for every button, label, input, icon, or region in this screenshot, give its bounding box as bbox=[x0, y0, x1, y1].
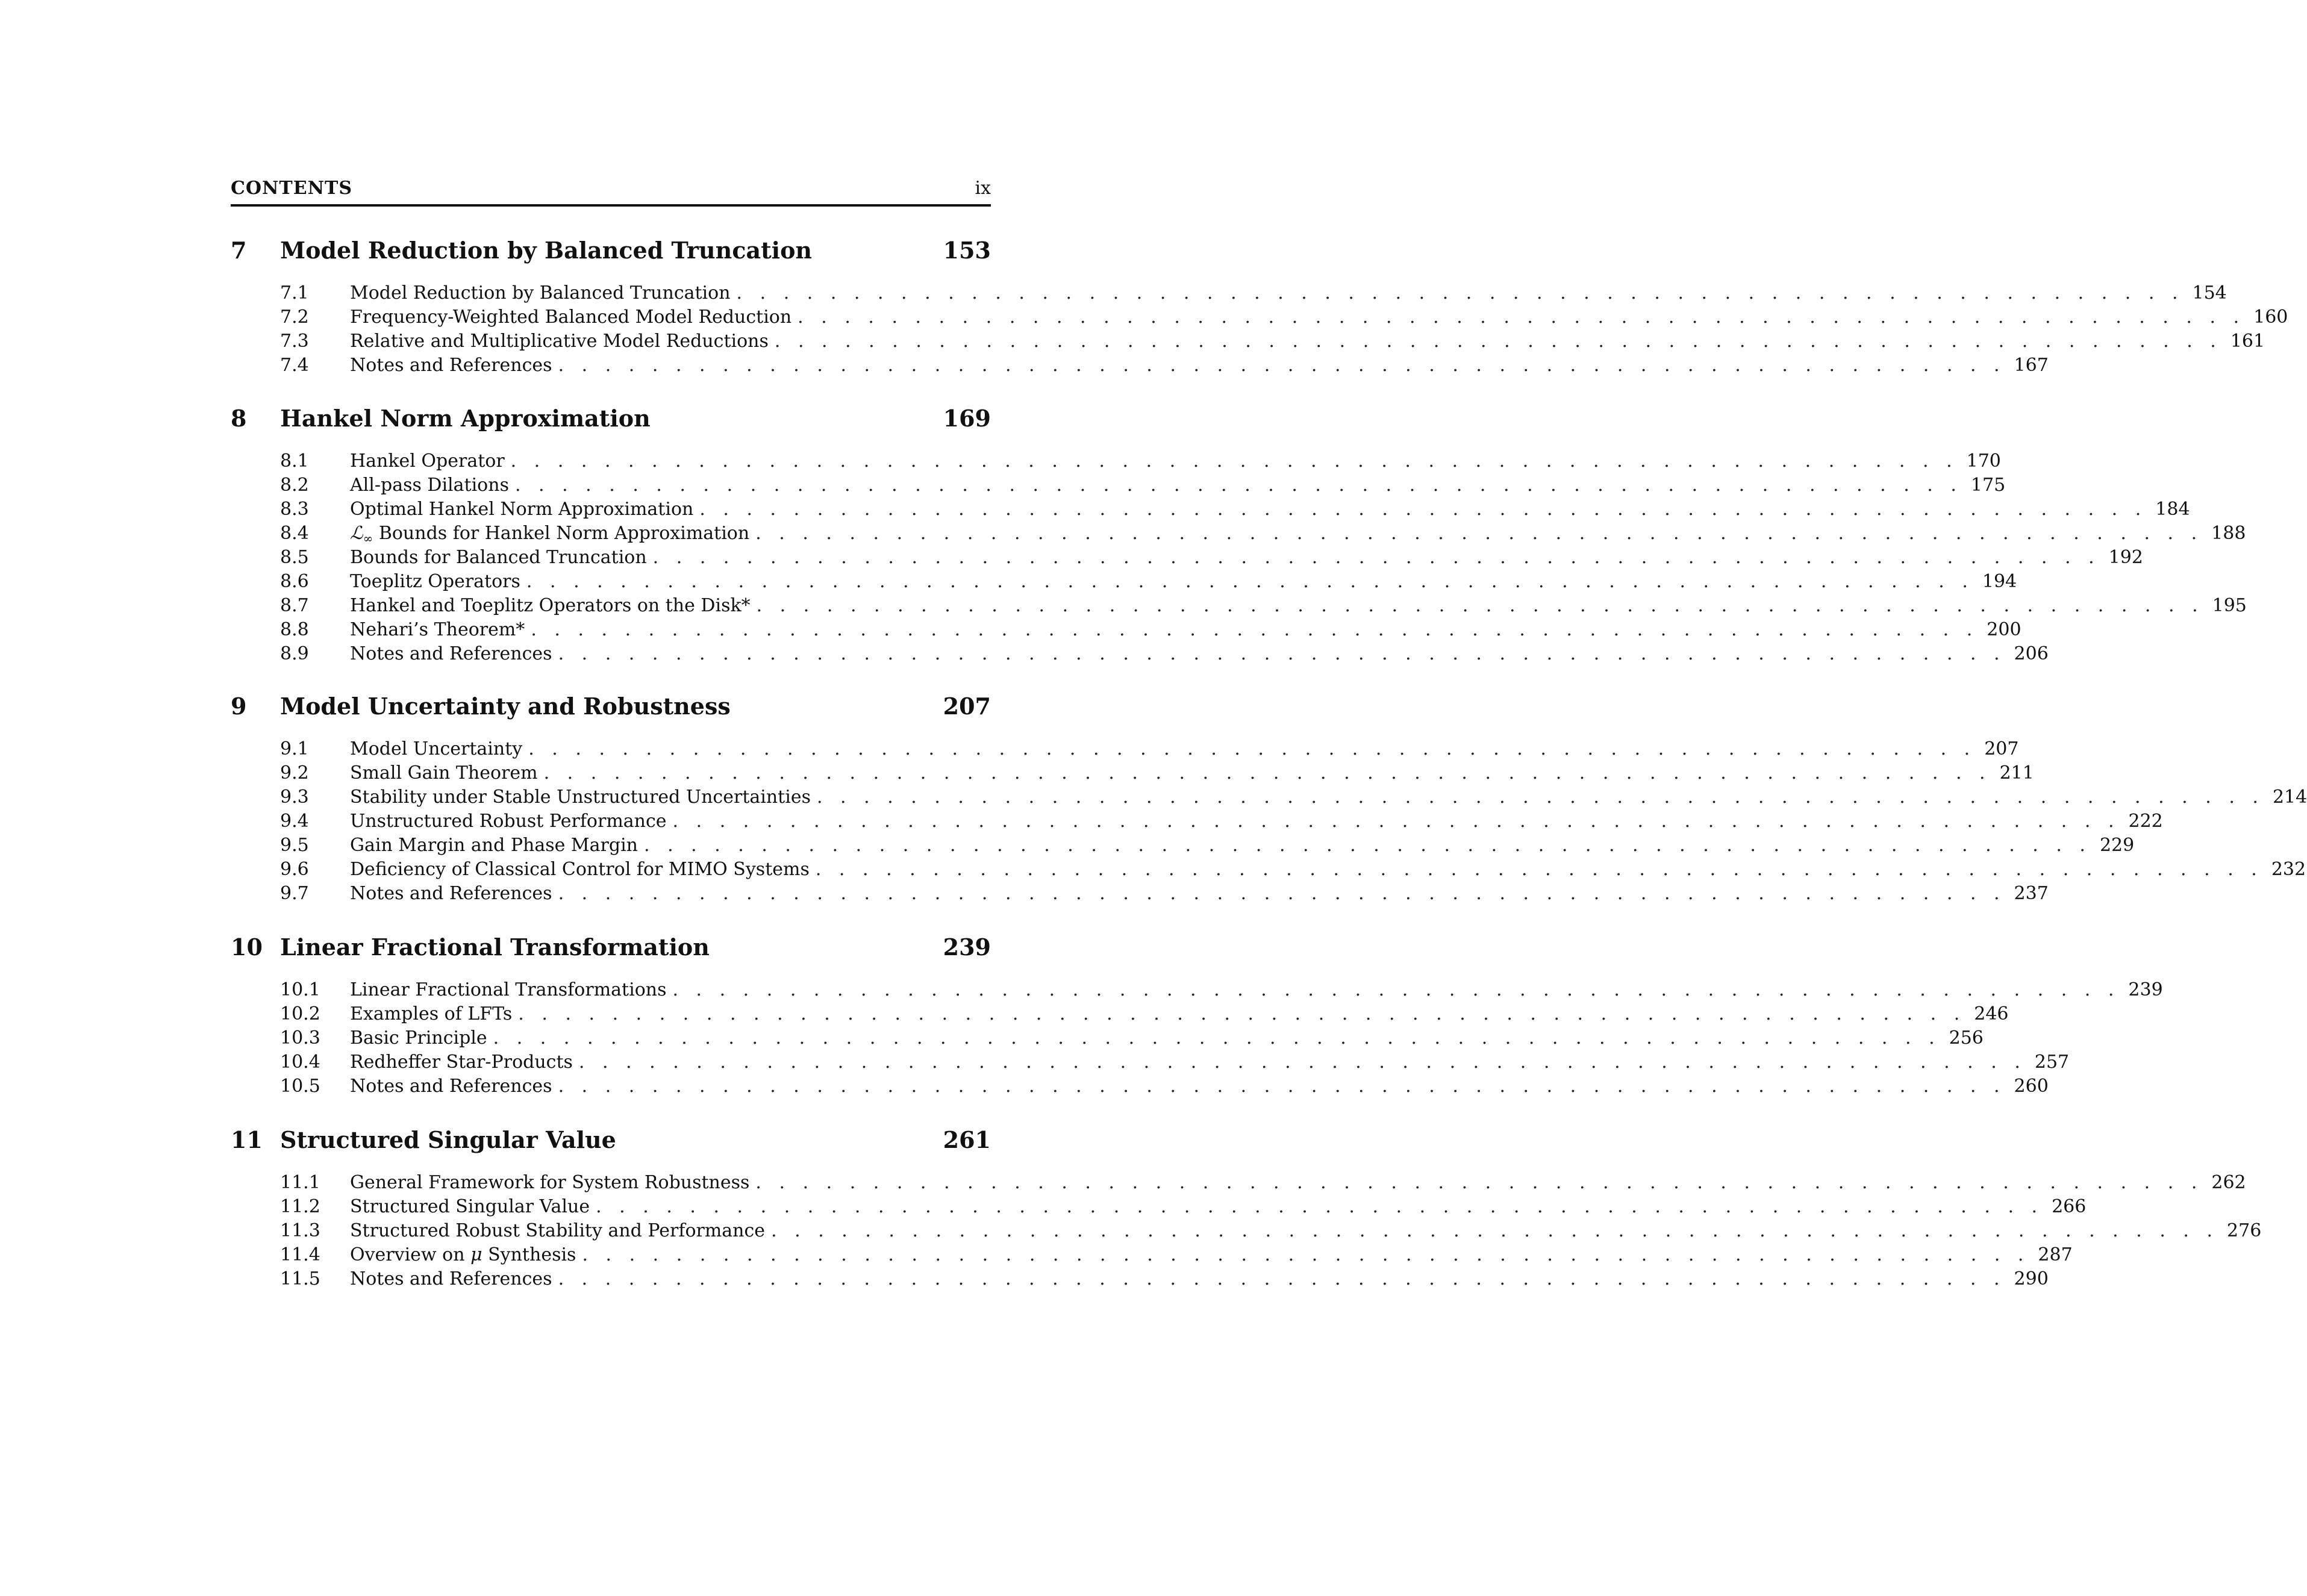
chapter-7 bbox=[231, 237, 2288, 378]
chapter-page-number: 207 bbox=[943, 693, 991, 720]
section-line bbox=[350, 1026, 1984, 1050]
section-number: 11.1 bbox=[280, 1172, 320, 1193]
section-line bbox=[350, 570, 2017, 594]
section-title-text: Hankel and Toeplitz Operators on the Disk* bbox=[350, 595, 751, 616]
section-title-text: Notes and References bbox=[350, 1076, 552, 1097]
toc-entry bbox=[231, 834, 2135, 858]
toc-entry bbox=[231, 882, 2049, 906]
section-page-number: 192 bbox=[2108, 547, 2143, 568]
section-line bbox=[350, 1195, 2087, 1219]
section-title bbox=[350, 1171, 749, 1195]
section-line bbox=[350, 473, 2006, 497]
section-title bbox=[350, 281, 731, 305]
section-number: 11.2 bbox=[280, 1196, 320, 1217]
section-line bbox=[350, 882, 2049, 906]
section-title-text: Gain Margin and Phase Margin bbox=[350, 835, 638, 856]
toc-entry bbox=[231, 737, 2019, 761]
section-number: 8.1 bbox=[280, 450, 309, 472]
chapter-heading bbox=[231, 1126, 991, 1164]
section-title-text: Bounds for Hankel Norm Approximation bbox=[378, 523, 750, 544]
section-title-text: Notes and References bbox=[350, 1268, 552, 1289]
section-line bbox=[350, 1267, 2049, 1291]
section-title bbox=[350, 618, 525, 642]
section-list bbox=[231, 978, 2163, 1099]
section-title bbox=[350, 1026, 487, 1050]
dot-leader: . . . . . . . . . . . . . . . . . . . . . . . . . . . . . . . . . . . . . . . . . . . . . . . . . . . . . . . . . . . . . . bbox=[798, 307, 2246, 328]
section-title-text: Model Uncertainty bbox=[350, 738, 523, 759]
section-title-text: Small Gain Theorem bbox=[350, 762, 538, 784]
dot-leader: . . . . . . . . . . . . . . . . . . . . . . . . . . . . . . . . . . . . . . . . . . . . . . . . . . . . . . . . . . . . . . bbox=[514, 475, 1962, 496]
section-page-number: 239 bbox=[2128, 979, 2163, 1000]
toc-entry bbox=[231, 546, 2143, 570]
section-title bbox=[350, 1002, 512, 1026]
section-title-text: Notes and References bbox=[350, 355, 552, 376]
section-number: 9.1 bbox=[280, 738, 309, 759]
math-symbol: ℒ bbox=[350, 523, 363, 544]
section-title bbox=[350, 1243, 576, 1267]
toc-entry bbox=[231, 1050, 2070, 1074]
section-title-text: Structured Singular Value bbox=[350, 1196, 590, 1217]
dot-leader: . . . . . . . . . . . . . . . . . . . . . . . . . . . . . . . . . . . . . . . . . . . . . . . . . . . . . . . . . . . . . . bbox=[582, 1244, 2030, 1265]
section-line bbox=[350, 449, 2001, 473]
chapter-title: Model Uncertainty and Robustness bbox=[280, 693, 731, 720]
section-title-text: Notes and References bbox=[350, 883, 552, 904]
section-page-number: 232 bbox=[2271, 859, 2306, 880]
section-title-text: Redheffer Star-Products bbox=[350, 1052, 573, 1073]
section-page-number: 154 bbox=[2192, 282, 2227, 304]
section-title-text: Model Reduction by Balanced Truncation bbox=[350, 282, 731, 304]
dot-leader: . . . . . . . . . . . . . . . . . . . . . . . . . . . . . . . . . . . . . . . . . . . . . . . . . . . . . . . . . . . . . . bbox=[672, 979, 2120, 1000]
chapter-heading bbox=[231, 693, 991, 730]
section-page-number: 229 bbox=[2099, 835, 2135, 856]
dot-leader: . . . . . . . . . . . . . . . . . . . . . . . . . . . . . . . . . . . . . . . . . . . . . . . . . . . . . . . . . . . . . . bbox=[510, 450, 1958, 472]
section-list bbox=[231, 281, 2288, 378]
section-title-text: All-pass Dilations bbox=[350, 475, 509, 496]
dot-leader: . . . . . . . . . . . . . . . . . . . . . . . . . . . . . . . . . . . . . . . . . . . . . . . . . . . . . . . . . . . . . . bbox=[558, 1076, 2006, 1097]
section-title-text: Unstructured Robust Performance bbox=[350, 811, 667, 832]
section-title bbox=[350, 737, 522, 761]
section-title bbox=[350, 1050, 573, 1074]
toc-entry bbox=[231, 1026, 1984, 1050]
section-page-number: 256 bbox=[1949, 1027, 1984, 1049]
math-subscript: ∞ bbox=[363, 531, 373, 546]
toc-entry bbox=[231, 1171, 2246, 1195]
toc-entry bbox=[231, 1002, 2009, 1026]
chapter-number: 8 bbox=[231, 405, 247, 432]
section-line bbox=[350, 761, 2034, 785]
section-number: 10.5 bbox=[280, 1076, 320, 1097]
section-number: 11.5 bbox=[280, 1268, 320, 1289]
section-number: 9.7 bbox=[280, 883, 309, 904]
section-page-number: 290 bbox=[2014, 1268, 2049, 1289]
chapter-page-number: 261 bbox=[943, 1126, 991, 1153]
section-number: 9.2 bbox=[280, 762, 309, 784]
page-number: ix bbox=[975, 178, 991, 199]
section-number: 8.2 bbox=[280, 475, 309, 496]
toc-entry bbox=[231, 1074, 2049, 1099]
dot-leader: . . . . . . . . . . . . . . . . . . . . . . . . . . . . . . . . . . . . . . . . . . . . . . . . . . . . . . . . . . . . . . bbox=[578, 1052, 2026, 1073]
section-page-number: 266 bbox=[2052, 1196, 2087, 1217]
section-page-number: 161 bbox=[2230, 331, 2265, 352]
section-page-number: 175 bbox=[1970, 475, 2006, 496]
section-number: 10.2 bbox=[280, 1003, 320, 1024]
chapter-number: 9 bbox=[231, 693, 247, 720]
section-number: 8.4 bbox=[280, 523, 309, 544]
dot-leader: . . . . . . . . . . . . . . . . . . . . . . . . . . . . . . . . . . . . . . . . . . . . . . . . . . . . . . . . . . . . . . bbox=[558, 1268, 2006, 1289]
section-title-prefix: Overview on bbox=[350, 1244, 471, 1265]
dot-leader: . . . . . . . . . . . . . . . . . . . . . . . . . . . . . . . . . . . . . . . . . . . . . . . . . . . . . . . . . . . . . . bbox=[755, 523, 2203, 544]
chapter-page-number: 153 bbox=[943, 237, 991, 264]
dot-leader: . . . . . . . . . . . . . . . . . . . . . . . . . . . . . . . . . . . . . . . . . . . . . . . . . . . . . . . . . . . . . . bbox=[774, 331, 2222, 352]
dot-leader: . . . . . . . . . . . . . . . . . . . . . . . . . . . . . . . . . . . . . . . . . . . . . . . . . . . . . . . . . . . . . . bbox=[596, 1196, 2044, 1217]
section-number: 10.4 bbox=[280, 1052, 320, 1073]
toc-entry bbox=[231, 570, 2017, 594]
section-title-text: Relative and Multiplicative Model Reductions bbox=[350, 331, 769, 352]
section-page-number: 222 bbox=[2128, 811, 2163, 832]
section-title-text: Frequency-Weighted Balanced Model Reduction bbox=[350, 307, 792, 328]
toc-entry bbox=[231, 473, 2006, 497]
section-page-number: 184 bbox=[2155, 499, 2190, 520]
section-page-number: 237 bbox=[2014, 883, 2049, 904]
section-title bbox=[350, 858, 810, 882]
section-line bbox=[350, 594, 2247, 618]
dot-leader: . . . . . . . . . . . . . . . . . . . . . . . . . . . . . . . . . . . . . . . . . . . . . . . . . . . . . . . . . . . . . . bbox=[815, 859, 2263, 880]
dot-leader: . . . . . . . . . . . . . . . . . . . . . . . . . . . . . . . . . . . . . . . . . . . . . . . . . . . . . . . . . . . . . . bbox=[816, 787, 2264, 808]
section-page-number: 287 bbox=[2038, 1244, 2073, 1265]
section-number: 11.4 bbox=[280, 1244, 320, 1265]
toc-entry bbox=[231, 354, 2049, 378]
section-title-text: Nehari’s Theorem* bbox=[350, 619, 525, 640]
chapter-title: Hankel Norm Approximation bbox=[280, 405, 651, 432]
toc-entry bbox=[231, 305, 2288, 329]
section-line bbox=[350, 1219, 2262, 1243]
dot-leader: . . . . . . . . . . . . . . . . . . . . . . . . . . . . . . . . . . . . . . . . . . . . . . . . . . . . . . . . . . . . . . bbox=[531, 619, 1979, 640]
toc-entry bbox=[231, 785, 2307, 809]
toc-entry bbox=[231, 1243, 2073, 1267]
section-number: 8.6 bbox=[280, 571, 309, 592]
dot-leader: . . . . . . . . . . . . . . . . . . . . . . . . . . . . . . . . . . . . . . . . . . . . . . . . . . . . . . . . . . . . . . bbox=[518, 1003, 1966, 1024]
section-number: 10.3 bbox=[280, 1027, 320, 1049]
chapter-title: Model Reduction by Balanced Truncation bbox=[280, 237, 813, 264]
section-number: 11.3 bbox=[280, 1220, 320, 1241]
section-number: 9.3 bbox=[280, 787, 309, 808]
section-page-number: 246 bbox=[1974, 1003, 2009, 1024]
section-number: 8.3 bbox=[280, 499, 309, 520]
section-line bbox=[350, 618, 2021, 642]
section-title bbox=[350, 1195, 590, 1219]
section-line bbox=[350, 1002, 2009, 1026]
chapter-heading bbox=[231, 405, 991, 442]
toc-entry bbox=[231, 497, 2190, 522]
section-page-number: 195 bbox=[2212, 595, 2247, 616]
section-line bbox=[350, 305, 2288, 329]
chapter-page-number: 169 bbox=[943, 405, 991, 432]
section-title bbox=[350, 809, 667, 834]
section-title-text: Toeplitz Operators bbox=[350, 571, 520, 592]
section-title bbox=[350, 449, 505, 473]
toc-entry bbox=[231, 1219, 2262, 1243]
section-line bbox=[350, 858, 2306, 882]
section-title bbox=[350, 785, 811, 809]
toc-entry bbox=[231, 281, 2227, 305]
section-line bbox=[350, 1050, 2070, 1074]
section-line bbox=[350, 642, 2049, 666]
section-title bbox=[350, 642, 552, 666]
section-page-number: 170 bbox=[1966, 450, 2001, 472]
section-line bbox=[350, 834, 2135, 858]
section-title-text: Optimal Hankel Norm Approximation bbox=[350, 499, 694, 520]
toc-entry bbox=[231, 642, 2049, 666]
section-list bbox=[231, 737, 2307, 906]
section-page-number: 211 bbox=[1999, 762, 2034, 784]
dot-leader: . . . . . . . . . . . . . . . . . . . . . . . . . . . . . . . . . . . . . . . . . . . . . . . . . . . . . . . . . . . . . . bbox=[755, 1172, 2203, 1193]
section-title bbox=[350, 497, 693, 522]
section-title-text: Structured Robust Stability and Performance bbox=[350, 1220, 766, 1241]
dot-leader: . . . . . . . . . . . . . . . . . . . . . . . . . . . . . . . . . . . . . . . . . . . . . . . . . . . . . . . . . . . . . . bbox=[543, 762, 1991, 784]
toc-entry bbox=[231, 858, 2306, 882]
section-page-number: 188 bbox=[2211, 523, 2246, 544]
section-title-text: Synthesis bbox=[482, 1244, 576, 1265]
section-number: 7.2 bbox=[280, 307, 309, 328]
toc-entry bbox=[231, 761, 2034, 785]
running-head: CONTENTS bbox=[231, 178, 353, 199]
dot-leader: . . . . . . . . . . . . . . . . . . . . . . . . . . . . . . . . . . . . . . . . . . . . . . . . . . . . . . . . . . . . . . bbox=[699, 499, 2147, 520]
toc-entry bbox=[231, 809, 2163, 834]
toc-entry bbox=[231, 1195, 2087, 1219]
section-title-text: Hankel Operator bbox=[350, 450, 505, 472]
section-page-number: 260 bbox=[2014, 1076, 2049, 1097]
section-number: 7.4 bbox=[280, 355, 309, 376]
dot-leader: . . . . . . . . . . . . . . . . . . . . . . . . . . . . . . . . . . . . . . . . . . . . . . . . . . . . . . . . . . . . . . bbox=[558, 883, 2006, 904]
section-line bbox=[350, 785, 2307, 809]
toc-entry bbox=[231, 1267, 2049, 1291]
toc-entry bbox=[231, 618, 2021, 642]
chapter-heading bbox=[231, 237, 991, 274]
section-line bbox=[350, 1243, 2073, 1267]
section-number: 10.1 bbox=[280, 979, 320, 1000]
section-title-text: Stability under Stable Unstructured Uncertainties bbox=[350, 787, 811, 808]
chapter-8 bbox=[231, 405, 2247, 666]
section-title bbox=[350, 761, 538, 785]
section-line bbox=[350, 281, 2227, 305]
section-page-number: 214 bbox=[2272, 787, 2307, 808]
section-line bbox=[350, 809, 2163, 834]
section-line bbox=[350, 546, 2143, 570]
dot-leader: . . . . . . . . . . . . . . . . . . . . . . . . . . . . . . . . . . . . . . . . . . . . . . . . . . . . . . . . . . . . . . bbox=[644, 835, 2091, 856]
section-page-number: 257 bbox=[2034, 1052, 2070, 1073]
chapter-9 bbox=[231, 693, 2307, 906]
chapter-title: Linear Fractional Transformation bbox=[280, 934, 710, 961]
section-number: 9.4 bbox=[280, 811, 309, 832]
section-title bbox=[350, 1074, 552, 1099]
dot-leader: . . . . . . . . . . . . . . . . . . . . . . . . . . . . . . . . . . . . . . . . . . . . . . . . . . . . . . . . . . . . . . bbox=[652, 547, 2100, 568]
section-line bbox=[350, 497, 2190, 522]
dot-leader: . . . . . . . . . . . . . . . . . . . . . . . . . . . . . . . . . . . . . . . . . . . . . . . . . . . . . . . . . . . . . . bbox=[558, 355, 2006, 376]
section-title bbox=[350, 978, 666, 1002]
section-title bbox=[350, 305, 791, 329]
chapter-page-number: 239 bbox=[943, 934, 991, 961]
chapter-11 bbox=[231, 1126, 2262, 1291]
chapter-title: Structured Singular Value bbox=[280, 1126, 616, 1153]
math-symbol: μ bbox=[470, 1244, 482, 1265]
section-number: 7.3 bbox=[280, 331, 309, 352]
section-title bbox=[350, 594, 751, 618]
chapter-number: 11 bbox=[231, 1126, 263, 1153]
section-title bbox=[350, 1267, 552, 1291]
dot-leader: . . . . . . . . . . . . . . . . . . . . . . . . . . . . . . . . . . . . . . . . . . . . . . . . . . . . . . . . . . . . . . bbox=[672, 811, 2120, 832]
section-title bbox=[350, 354, 552, 378]
page-header bbox=[231, 178, 991, 207]
section-line bbox=[350, 1074, 2049, 1099]
section-page-number: 167 bbox=[2014, 355, 2049, 376]
section-title-text: Examples of LFTs bbox=[350, 1003, 513, 1024]
section-title bbox=[350, 1219, 765, 1243]
section-list bbox=[231, 449, 2247, 666]
chapter-10 bbox=[231, 934, 2163, 1099]
dot-leader: . . . . . . . . . . . . . . . . . . . . . . . . . . . . . . . . . . . . . . . . . . . . . . . . . . . . . . . . . . . . . . bbox=[558, 643, 2006, 664]
dot-leader: . . . . . . . . . . . . . . . . . . . . . . . . . . . . . . . . . . . . . . . . . . . . . . . . . . . . . . . . . . . . . . bbox=[528, 738, 1976, 759]
dot-leader: . . . . . . . . . . . . . . . . . . . . . . . . . . . . . . . . . . . . . . . . . . . . . . . . . . . . . . . . . . . . . . bbox=[736, 282, 2184, 304]
chapter-number: 10 bbox=[231, 934, 263, 961]
section-number: 7.1 bbox=[280, 282, 309, 304]
section-number: 9.6 bbox=[280, 859, 309, 880]
section-page-number: 200 bbox=[1987, 619, 2021, 640]
section-page-number: 206 bbox=[2014, 643, 2049, 664]
dot-leader: . . . . . . . . . . . . . . . . . . . . . . . . . . . . . . . . . . . . . . . . . . . . . . . . . . . . . . . . . . . . . . bbox=[526, 571, 1974, 592]
toc-entry bbox=[231, 522, 2246, 546]
section-title bbox=[350, 546, 647, 570]
dot-leader: . . . . . . . . . . . . . . . . . . . . . . . . . . . . . . . . . . . . . . . . . . . . . . . . . . . . . . . . . . . . . . bbox=[771, 1220, 2219, 1241]
chapter-number: 7 bbox=[231, 237, 247, 264]
section-title-text: Linear Fractional Transformations bbox=[350, 979, 667, 1000]
section-line bbox=[350, 329, 2265, 354]
section-number: 8.8 bbox=[280, 619, 309, 640]
section-line bbox=[350, 737, 2019, 761]
section-number: 8.9 bbox=[280, 643, 309, 664]
section-page-number: 207 bbox=[1984, 738, 2019, 759]
toc-entry bbox=[231, 594, 2247, 618]
section-number: 8.5 bbox=[280, 547, 309, 568]
section-number: 8.7 bbox=[280, 595, 309, 616]
toc-entry bbox=[231, 329, 2265, 354]
section-title-text: Deficiency of Classical Control for MIMO Systems bbox=[350, 859, 810, 880]
section-page-number: 262 bbox=[2211, 1172, 2246, 1193]
dot-leader: . . . . . . . . . . . . . . . . . . . . . . . . . . . . . . . . . . . . . . . . . . . . . . . . . . . . . . . . . . . . . . bbox=[756, 595, 2204, 616]
section-line bbox=[350, 1171, 2246, 1195]
section-number: 9.5 bbox=[280, 835, 309, 856]
dot-leader: . . . . . . . . . . . . . . . . . . . . . . . . . . . . . . . . . . . . . . . . . . . . . . . . . . . . . . . . . . . . . . bbox=[493, 1027, 1941, 1049]
section-title bbox=[350, 329, 769, 354]
section-page-number: 194 bbox=[1982, 571, 2017, 592]
section-title bbox=[350, 473, 509, 497]
section-title-text: Notes and References bbox=[350, 643, 552, 664]
section-title bbox=[350, 882, 552, 906]
section-line bbox=[350, 978, 2163, 1002]
section-title-text: Bounds for Balanced Truncation bbox=[350, 547, 647, 568]
chapter-heading bbox=[231, 934, 991, 971]
section-title bbox=[350, 834, 638, 858]
section-page-number: 160 bbox=[2253, 307, 2288, 328]
toc-entry bbox=[231, 978, 2163, 1002]
section-title bbox=[350, 570, 520, 594]
section-title-text: General Framework for System Robustness bbox=[350, 1172, 750, 1193]
toc-entry bbox=[231, 449, 2001, 473]
section-title-text: Basic Principle bbox=[350, 1027, 487, 1049]
section-page-number: 276 bbox=[2227, 1220, 2262, 1241]
section-list bbox=[231, 1171, 2262, 1291]
section-line bbox=[350, 354, 2049, 378]
